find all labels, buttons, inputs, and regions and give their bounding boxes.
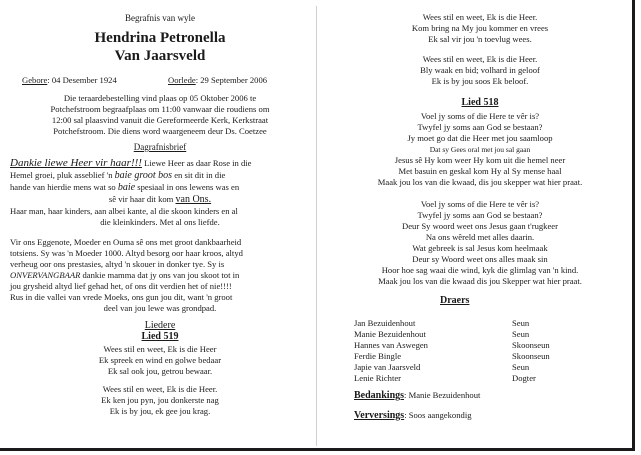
refreshments-label: Verversings [354,410,405,421]
tribute-line: die kleinkinders. Met al ons liefde. [100,217,220,227]
song-line: Wees stil en weet, Ek is die Heer. [422,54,538,64]
bearer-name: Jan Bezuidenhout [354,318,416,328]
born-date [22,75,117,86]
died-date [168,75,267,86]
intro-line: Potchefstroom begraafplaas om 11:00 vanwaar die roudiens om [50,104,270,114]
bearer-name: Hannes van Aswegen [354,340,428,350]
song-line: Ek sal vir jou 'n toevlug wees. [428,34,532,44]
tribute-text: Hemel groei, pluk asseblief 'n [10,170,115,180]
song-line: Jesus sê Hy kom weer Hy kom uit die hemel neer [394,155,566,165]
song-line: Voel jy soms of die Here te vêr is? [420,111,540,121]
song-line: Voel jy soms of die Here te vêr is? [420,199,540,209]
song-line: Wees stil en weet, Ek is die Heer. [422,12,538,22]
born-value: : 04 Desember 1924 [47,75,117,85]
tribute-line [10,170,225,181]
intro-line: Potchefstroom. Die diens word waargeneem deur Ds. Coetzee [53,126,267,136]
song-line: Ek is by jou soos Ek beloof. [431,76,529,86]
song-line: Deur Sy woord weet ons Jesus gaan t'rugkeer [402,221,558,231]
tribute-line [10,158,252,169]
tribute-line: totsiens. Sy was 'n Moeder 1000. Altyd besorg oor haar kroos, altyd [10,248,243,258]
song-line: Ek spreek en wind en golwe bedaar [98,355,222,365]
tribute-text: en sit dit in die [172,170,226,180]
bearer-relation: Seun [512,318,530,328]
bearer-relation: Skoonseun [512,340,550,350]
deceased-name-line2: Van Jaarsveld [114,48,206,64]
deceased-name-line1: Hendrina Petronella [94,30,226,46]
bearer-relation: Dogter [512,373,536,383]
song-line: Twyfel jy soms aan God se bestaan? [417,122,543,132]
tribute-text: spesiaal in ons lewens was en [135,182,240,192]
song-line: Maak jou los van die kwaad dis jou Skepper wat hier praat. [378,276,582,286]
bearer-name: Ferdie Bingle [354,351,402,361]
song-line: Ek is by jou, ek gee jou krag. [109,406,211,416]
song-line: Wees stil en weet, Ek is die Heer. [102,384,218,394]
bearer-relation: Seun [512,362,530,372]
born-label: Gebore [22,75,48,85]
died-label: Oorlede [168,75,196,85]
song-line: Wat gebreek is sal Jesus kom heelmaak [412,243,548,253]
bearer-relation: Seun [512,329,530,339]
song1-title: Lied 519 [141,331,179,342]
song-line: Ek ken jou pyn, jou donkerste nag [101,395,219,405]
tribute-line [10,270,239,281]
column-divider [316,6,317,446]
tribute-emphasis: ONVERVANGBAAR [10,270,81,280]
tribute-line: jou grysheid altyd lief gehad het, of ons dit verdien het of nie!!!! [10,281,232,291]
bearer-name: Lenie Richter [354,373,402,383]
song2-title: Lied 518 [461,97,499,108]
tribute-emphasis: baie groot bos [114,170,173,181]
song-line: Twyfel jy soms aan God se bestaan? [417,210,543,220]
tribute-heading: Dagrafnisbrief [133,142,187,152]
song-line: Ek sal ook jou, getrou bewaar. [107,366,213,376]
bearer-name: Japie van Jaarsveld [354,362,421,372]
tribute-thanks: Dankie liewe Heer vir haar!!! [10,157,142,169]
bearers-heading: Draers [440,295,470,306]
intro-line: 12:00 sal plaasvind vanuit die Gereformeerde Kerk, Kerkstraat [51,115,269,125]
tribute-line [10,194,310,205]
song-line: Jy moet go dat die Heer met jou saamloop [407,133,553,143]
tribute-line: Vir ons Eggenote, Moeder en Ouma sê ons met groot dankbaarheid [10,237,242,247]
song-line: Deur sy Woord weet ons alles maak sin [412,254,548,264]
tribute-emphasis: baie [117,182,136,193]
song-line: Kom bring na My jou kommer en vrees [411,23,549,33]
tribute-text: Liewe Heer as daar Rose in die [141,158,252,168]
tribute-line: Haar man, haar kinders, aan albei kante, al die skoon kinders en al [10,206,238,216]
song-line: Maak jou los van die kwaad, dis jou skepper wat hier praat. [377,177,583,187]
song-line: Hoor hoe sag waai die wind, kyk die glimlag van 'n kind. [381,265,579,275]
thanks-line [354,390,480,401]
tribute-line [10,182,239,193]
thanks-value: : Manie Bezuidenhout [404,390,481,400]
tribute-text: sê vir haar dit kom [108,194,176,204]
thanks-label: Bedankings [354,390,405,401]
song-line: Met basuin en geskal kom Hy al Sy mense haal [398,166,562,176]
tribute-line: Rus in die vallei van vrede Moeks, ons gun jou dit, want 'n groot [10,292,233,302]
died-value: : 29 September 2006 [195,75,268,85]
song-line: Bly waak en bid; volhard in geloof [420,65,540,75]
tribute-line: verheug oor ons prestasies, altyd 'n skouer in donker tye. Sy is [10,259,225,269]
songs-heading: Liedere [144,320,176,331]
bearer-name: Manie Bezuidenhout [354,329,426,339]
refreshments-line [354,410,472,421]
song-line: Wees stil en weet, Ek is die Heer [103,344,217,354]
tribute-line: deel van jou lewe was grondpad. [103,303,217,313]
tribute-text: hande van hierdie mens wat so [10,182,118,192]
song-line: Dat sy Gees oral met jou sal gaan [429,145,531,154]
intro-line: Die teraardebestelling vind plaas op 05 Oktober 2006 te [63,93,257,103]
header-text: Begrafnis van wyle [125,13,195,23]
tribute-emphasis: van Ons. [175,194,212,205]
tribute-text: dankie mamma dat jy ons van jou skoot tot in [80,270,240,280]
song-line: Na ons wêreld met alles daarin. [425,232,535,242]
bearer-relation: Skoonseun [512,351,550,361]
refreshments-value: : Soos aangekondig [404,410,472,420]
